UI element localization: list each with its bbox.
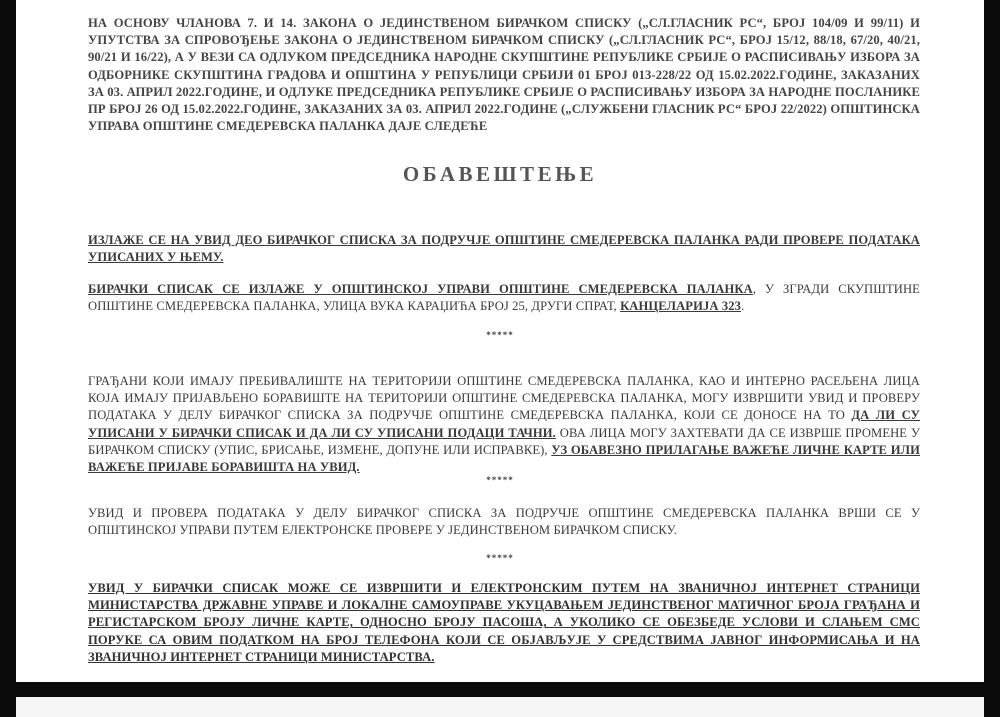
location-address-text: , У ЗГРАДИ СКУПШТИНЕ ОПШТИНЕ СМЕДЕРЕВСКА ПАЛАНКА, УЛИЦА ВУКА КАРАЏИЋА БРОЈ 25, ДРУГИ СПРАТ,	[88, 282, 920, 314]
citizens-paragraph	[88, 373, 920, 476]
separator-stars: *****	[486, 475, 514, 485]
display-notice-paragraph: ИЗЛАЖЕ СЕ НА УВИД ДЕО БИРАЧКОГ СПИСКА ЗА ПОДРУЧЈЕ ОПШТИНЕ СМЕДЕРЕВСКА ПАЛАНКА РАДИ ПРОВЕРЕ ПОДАТАКА УПИСАНИХ У ЊЕМУ.	[88, 233, 920, 265]
notice-title: ОБАВЕШТЕЊЕ	[402, 162, 598, 186]
online-check-paragraph: УВИД У БИРАЧКИ СПИСАК МОЖЕ СЕ ИЗВРШИТИ И ЕЛЕКТРОНСКИМ ПУТЕМ НА ЗВАНИЧНОЈ ИНТЕРНЕТ СТРАНИЦИ МИНИСТАРСТВА ДРЖАВНЕ УПРАВЕ И ЛОКАЛНЕ САМОУПРАВЕ УКУЦАВАЊЕМ ЈЕДИНСТВЕНОГ МАТИЧНОГ БРОЈА ГРАЂАНА И РЕГИСТАРСКОМ БРОЈУ ЛИЧНЕ КАРТЕ, ОДНОСНО БРОЈУ ПАСОША, А УКОЛИКО СЕ ОБЕЗБЕДЕ УСЛОВИ И СЛАЊЕМ СМС ПОРУКЕ СА ОВИМ ПОДАТКОМ НА БРОЈ ТЕЛЕФОНА КОЈИ СЕ ОБЈАВЉУЈЕ У СРЕДСТВИМА ЈАВНОГ ИНФОРМИСАЊА И НА ЗВАНИЧНОЈ ИНТЕРНЕТ СТРАНИЦИ МИНИСТАРСТВА.	[88, 581, 920, 664]
electronic-check-paragraph: УВИД И ПРОВЕРА ПОДАТАКА У ДЕЛУ БИРАЧКОГ СПИСКА ЗА ПОДРУЧЈЕ ОПШТИНЕ СМЕДЕРЕВСКА ПАЛАНКА ВРШИ СЕ У ОПШТИНСКОЈ УПРАВИ ПУТЕМ ЕЛЕКТРОНСКЕ ПРОВЕРЕ У ЈЕДИНСТВЕНОМ БИРАЧКОМ СПИСКУ.	[88, 506, 920, 538]
location-bold-text: БИРАЧКИ СПИСАК СЕ ИЗЛАЖЕ У ОПШТИНСКОЈ УПРАВИ ОПШТИНЕ СМЕДЕРЕВСКА ПАЛАНКА	[88, 282, 753, 296]
citizens-middle-text: ОВА ЛИЦА МОГУ ЗАХТЕВАТИ ДА СЕ ИЗВРШЕ ПРОМЕНЕ У БИРАЧКОМ СПИСКУ (УПИС, БРИСАЊЕ, ИЗМЕНЕ, ДОПУНЕ ИЛИ ИСПРАВКЕ),	[88, 425, 921, 457]
intro-paragraph: НА ОСНОВУ ЧЛАНОВА 7. И 14. ЗАКОНА О ЈЕДИНСТВЕНОМ БИРАЧКОМ СПИСКУ („СЛ.ГЛАСНИК РС“, БРОЈ 104/09 И 99/11) И УПУТСТВА ЗА СПРОВОЂЕЊЕ ЗАКОНА О ЈЕДИНСТВЕНОМ БИРАЧКОМ СПИСКУ („СЛ.ГЛАСНИК РС“, БРОЈ 15/12, 88/18, 67/20, 40/21, 90/21 И 16/22), А У ВЕЗИ СА ОДЛУКОМ ПРЕДСЕДНИКА НАРОДНЕ СКУПШТИНЕ РЕПУБЛИКЕ СРБИЈЕ О РАСПИСИВАЊУ ИЗБОРА ЗА ОДБОРНИКЕ СКУПШТИНА ГРАДОВА И ОПШТИНА У РЕПУБЛИЦИ СРБИЈИ 01 БРОЈ 013-228/22 ОД 15.02.2022.ГОДИНЕ, ЗАКАЗАНИХ ЗА 03. АПРИЛ 2022.ГОДИНЕ, И ОДЛУКЕ ПРЕДСЕДНИКА РЕПУБЛИКЕ СРБИЈЕ О РАСПИСИВАЊУ ИЗБОРА ЗА НАРОДНЕ ПОСЛАНИКЕ ПР БРОЈ 26 ОД 15.02.2022.ГОДИНЕ, ЗАКАЗАНИХ ЗА 03. АПРИЛ 2022.ГОДИНЕ („СЛУЖБЕНИ ГЛАСНИК РС“ БРОЈ 22/2022) ОПШТИНСКА УПРАВА ОПШТИНЕ СМЕДЕРЕВСКА ПАЛАНКА ДАЈЕ СЛЕДЕЋЕ	[88, 16, 920, 134]
citizens-start-text: ГРАЂАНИ КОЈИ ИМАЈУ ПРЕБИВАЛИШТЕ НА ТЕРИТОРИЈИ ОПШТИНЕ СМЕДЕРЕВСКА ПАЛАНКА, КАО И ИНТЕРНО РАСЕЉЕНА ЛИЦА КОЈА ИМАЈУ ПРИЈАВЉЕНО БОРАВИШТЕ НА ТЕРИТОРИЈИ ОПШТИНЕ СМЕДЕРЕВСКА ПАЛАНКА, МОГУ ИЗВРШИТИ УВИД И ПРОВЕРУ ПОДАТАКА У ДЕЛУ БИРАЧКОГ СПИСКА ЗА ПОДРУЧЈЕ ОПШТИНЕ СМЕДЕРЕВСКА ПАЛАНКА, КОЈИ СЕ ДОНОСЕ НА ТО	[88, 374, 920, 423]
location-end-text: .	[741, 299, 745, 314]
separator-stars: *****	[486, 553, 514, 563]
office-number-text: КАНЦЕЛАРИЈА 323	[620, 299, 742, 314]
separator-stars: *****	[486, 330, 514, 340]
location-paragraph	[88, 281, 920, 315]
check-registration-text: ДА ЛИ СУ УПИСАНИ У БИРАЧКИ СПИСАК И ДА ЛИ СУ УПИСАНИ ПОДАЦИ ТАЧНИ.	[88, 408, 920, 440]
document-page	[16, 0, 984, 682]
next-page-edge	[16, 697, 984, 717]
requirement-text: УЗ ОБАВЕЗНО ПРИЛАГАЊЕ ВАЖЕЋЕ ЛИЧНЕ КАРТЕ ИЛИ ВАЖЕЋЕ ПРИЈАВЕ БОРАВИШТА НА УВИД.	[88, 442, 920, 475]
